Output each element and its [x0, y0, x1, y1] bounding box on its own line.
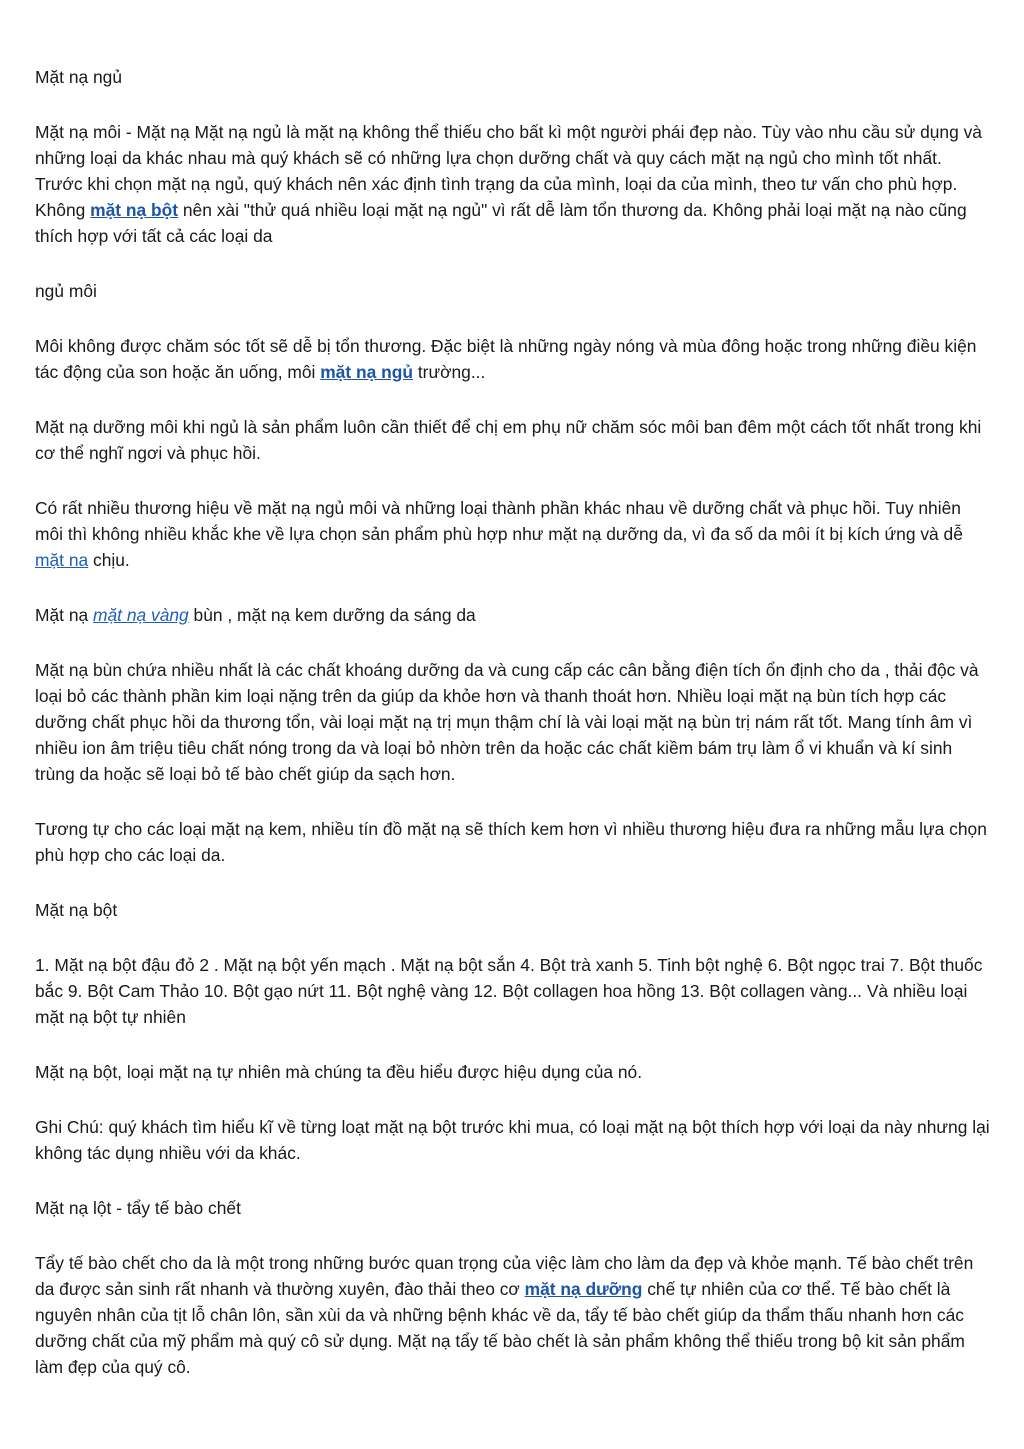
paragraph-bot-tu-nhien: Mặt nạ bột, loại mặt nạ tự nhiên mà chúng ta đều hiểu được hiệu dụng của nó.	[35, 1062, 643, 1082]
paragraph-bot-list: 1. Mặt nạ bột đậu đỏ 2 . Mặt nạ bột yến mạch . Mặt nạ bột sắn 4. Bột trà xanh 5. Tinh bột nghệ 6. Bột ngọc trai 7. Bột thuốc bắc 9. Bột Cam Thảo 10. Bột gạo nứt 11. Bột nghệ vàng 12. Bột collagen hoa hồng 13. Bột collagen vàng... Và nhiều loại mặt nạ bột tự nhiên	[35, 955, 983, 1027]
heading-mat-na-lot: Mặt nạ lột - tẩy tế bào chết	[35, 1198, 241, 1218]
paragraph-duong-moi: Mặt nạ dưỡng môi khi ngủ là sản phẩm luôn cần thiết để chị em phụ nữ chăm sóc môi ban đêm một cách tốt nhất trong khi cơ thể nghĩ ngơi và phục hồi.	[35, 417, 982, 463]
link-mat-na-bot[interactable]: mặt nạ bột	[90, 200, 179, 220]
heading-mat-na-bun: Mặt nạ mặt nạ vàng bùn , mặt nạ kem dưỡng da sáng da	[35, 605, 476, 625]
heading-ngu-moi: ngủ môi	[35, 281, 97, 301]
link-mat-na[interactable]: mặt na	[35, 550, 89, 570]
paragraph-ghi-chu: Ghi Chú: quý khách tìm hiểu kĩ về từng loạt mặt nạ bột trước khi mua, có loại mặt nạ bột thích hợp với loại da này nhưng lại không tác dụng nhiều với da khác.	[35, 1117, 990, 1163]
link-mat-na-ngu[interactable]: mặt nạ ngủ	[320, 362, 413, 382]
paragraph-tay-te-bao-chet: Tẩy tế bào chết cho da là một trong những bước quan trọng của việc làm cho làm da đẹp và khỏe mạnh. Tế bào chết trên da được sản sinh rất nhanh và thường xuyên, đào thải theo cơ mặt nạ dưỡng chế tự nhiên của cơ thể. Tế bào chết là nguyên nhân của tịt lỗ chân lôn, sần xùi da và những bệnh khác về da, tẩy tế bào chết giúp da thẩm thấu nhanh hơn các dưỡng chất của mỹ phẩm mà quý cô sử dụng. Mặt nạ tẩy tế bào chết là sản phẩm không thể thiếu trong bộ kit sản phẩm làm đẹp của quý cô.	[35, 1253, 974, 1377]
link-mat-na-vang[interactable]: mặt nạ vàng	[93, 605, 189, 625]
paragraph-kem: Tương tự cho các loại mặt nạ kem, nhiều tín đồ mặt nạ sẽ thích kem hơn vì nhiều thương hiệu đưa ra những mẫu lựa chọn phù hợp cho các loại da.	[35, 819, 987, 865]
link-mat-na-duong[interactable]: mặt nạ dưỡng	[524, 1279, 643, 1299]
paragraph-thuong-hieu: Có rất nhiều thương hiệu về mặt nạ ngủ môi và những loại thành phần khác nhau về dưỡng chất và phục hồi. Tuy nhiên môi thì không nhiều khắc khe về lựa chọn sản phẩm phù hợp như mặt nạ dưỡng da, vì đa số da môi ít bị kích ứng và dễ mặt na chịu.	[35, 498, 963, 570]
heading-mat-na-bot: Mặt nạ bột	[35, 900, 118, 920]
paragraph-intro: Mặt nạ môi - Mặt nạ Mặt nạ ngủ là mặt nạ không thể thiếu cho bất kì một người phái đẹp nào. Tùy vào nhu cầu sử dụng và những loại da khác nhau mà quý khách sẽ có những lựa chọn dưỡng chất và quy cách mặt nạ ngủ cho mình tốt nhất. Trước khi chọn mặt nạ ngủ, quý khách nên xác định tình trạng da của mình, loại da của mình, theo tư vấn cho phù hợp. Không mặt nạ bột nên xài "thử quá nhiều loại mặt nạ ngủ" vì rất dễ làm tổn thương da. Không phải loại mặt nạ nào cũng thích hợp với tất cả các loại da	[35, 122, 982, 246]
paragraph-moi: Môi không được chăm sóc tốt sẽ dễ bị tổn thương. Đặc biệt là những ngày nóng và mùa đông hoặc trong những điều kiện tác động của son hoặc ăn uống, môi mặt nạ ngủ trường...	[35, 336, 977, 382]
document-body	[35, 64, 993, 1409]
paragraph-bun: Mặt nạ bùn chứa nhiều nhất là các chất khoáng dưỡng da và cung cấp các cân bằng điện tích ổn định cho da , thải độc và loại bỏ các thành phần kim loại nặng trên da giúp da khỏe hơn và thanh thoát hơn. Nhiều loại mặt nạ bùn tích hợp các dưỡng chất phục hồi da thương tổn, vài loại mặt nạ trị mụn thậm chí là vài loại mặt nạ bùn trị nám rất tốt. Mang tính âm vì nhiều ion âm triệu tiêu chất nóng trong da và loại bỏ nhờn trên da hoặc các chất kiềm bám trụ làm ổ vi khuẩn và kí sinh trùng da hoặc sẽ loại bỏ tế bào chết giúp da sạch hơn.	[35, 660, 979, 784]
heading-mat-na-ngu: Mặt nạ ngủ	[35, 67, 123, 87]
